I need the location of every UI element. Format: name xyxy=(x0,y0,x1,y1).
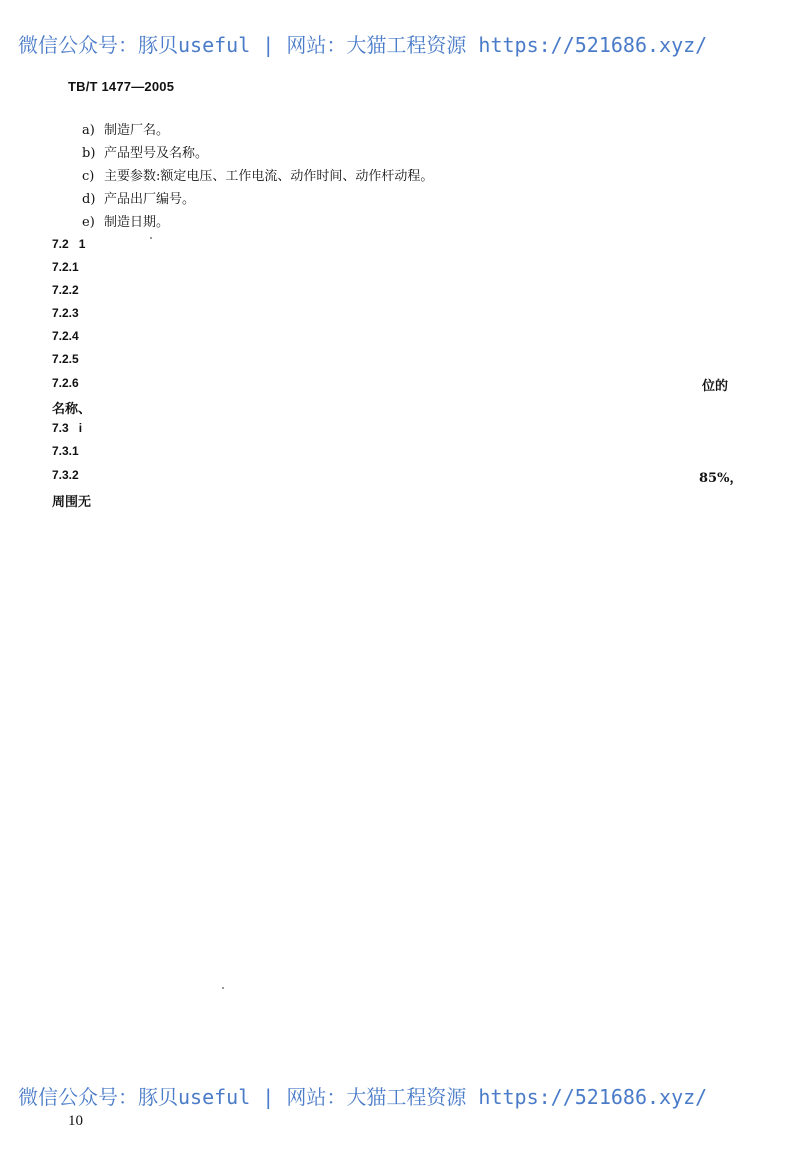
clause-number: 7.2.2 xyxy=(52,283,79,297)
page-number: 10 xyxy=(68,1113,83,1129)
clause-fragment-continuation: 名称、 xyxy=(52,402,92,417)
clause-number: 7.2.4 xyxy=(52,329,79,343)
list-text: 制造日期。 xyxy=(104,215,170,230)
list-marker: e) xyxy=(82,215,95,230)
clause-number: 7.2.1 xyxy=(52,260,79,274)
list-marker: a) xyxy=(82,123,95,138)
watermark-bottom: 微信公众号：豚贝useful | 网站：大猫工程资源 https://521686.xyz/ xyxy=(18,1085,708,1109)
list-text: 制造厂名。 xyxy=(104,123,170,138)
clause-number: 7.3 i xyxy=(52,421,83,435)
list-marker: b) xyxy=(82,146,96,161)
list-marker: c) xyxy=(82,169,95,184)
clause-number: 7.3.1 xyxy=(52,444,79,458)
list-item xyxy=(82,122,169,140)
watermark-top: 微信公众号：豚贝useful | 网站：大猫工程资源 https://521686.xyz/ xyxy=(18,33,708,57)
clause-number: 7.2.5 xyxy=(52,352,79,366)
clause-fragment-right: 85%， xyxy=(699,471,743,486)
scan-speck xyxy=(222,987,224,989)
list-item xyxy=(82,191,195,209)
clause-number: 7.2 1 xyxy=(52,237,86,251)
list-text: 主要参数:额定电压、工作电流、动作时间、动作杆动程。 xyxy=(104,169,434,184)
clause-number: 7.2.3 xyxy=(52,306,79,320)
list-item xyxy=(82,145,208,163)
clause-fragment-continuation: 周围无 xyxy=(52,495,92,510)
list-marker: d) xyxy=(82,192,96,207)
scan-speck xyxy=(150,237,152,239)
document-code: TB/T 1477—2005 xyxy=(68,79,175,94)
list-item xyxy=(82,168,433,186)
clause-number: 7.3.2 xyxy=(52,468,79,482)
clause-number: 7.2.6 xyxy=(52,376,79,390)
list-text: 产品型号及名称。 xyxy=(104,146,209,161)
list-item xyxy=(82,214,169,232)
clause-fragment-right: 位的 xyxy=(702,379,729,394)
clause-tail: 1 xyxy=(78,237,86,251)
clause-tail: i xyxy=(78,421,83,435)
list-text: 产品出厂编号。 xyxy=(104,192,196,207)
